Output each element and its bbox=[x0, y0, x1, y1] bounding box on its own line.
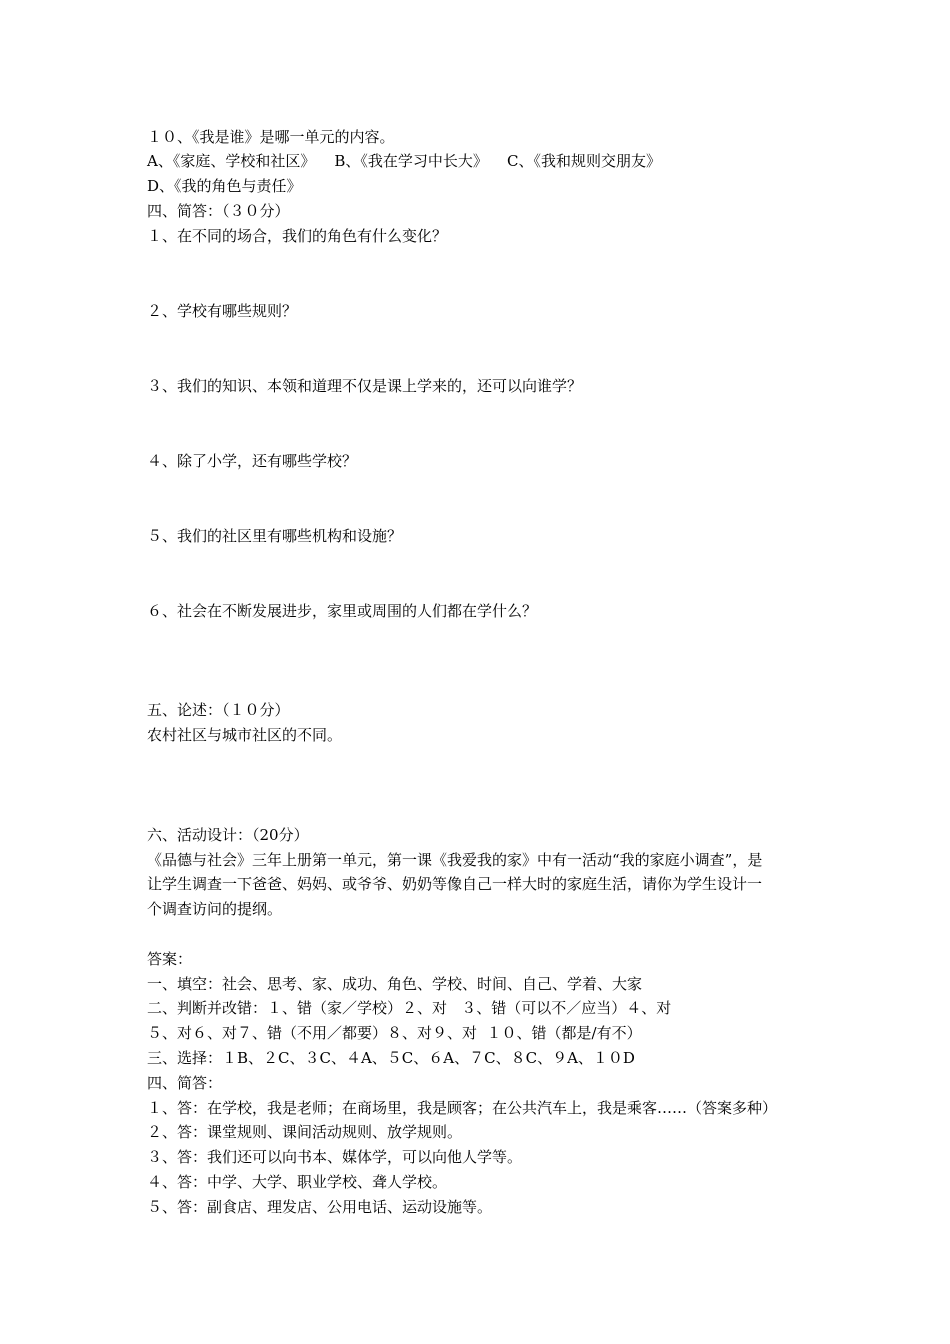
answer-line-short-answer-3: ３、答：我们还可以向书本、媒体学，可以向他人学等。 bbox=[147, 1148, 523, 1166]
activity-design-text-line-2: 让学生调查一下爸爸、妈妈、或爷爷、奶奶等像自己一样大时的家庭生活，请你为学生设计一 bbox=[147, 875, 763, 893]
section-5-heading: 五、论述：（１０分） bbox=[147, 701, 290, 719]
answer-line-fill-blank: 一、填空：社会、思考、家、成功、角色、学校、时间、自己、学着、大家 bbox=[147, 975, 643, 993]
answer-line-choice: 三、选择：１B、２C、３C、４A、５C、６A、７C、８C、９A、１０D bbox=[147, 1049, 635, 1067]
short-answer-question-4: ４、除了小学，还有哪些学校？ bbox=[147, 452, 358, 470]
short-answer-question-2: ２、学校有哪些规则？ bbox=[147, 302, 298, 320]
activity-design-text-line-3: 个调查访问的提纲。 bbox=[147, 900, 283, 918]
section-6-heading: 六、活动设计：（20分） bbox=[147, 826, 309, 844]
short-answer-question-3: ３、我们的知识、本领和道理不仅是课上学来的，还可以向谁学？ bbox=[147, 377, 583, 395]
answer-line-true-false-2: ５、对６、对７、错（不用／都要）８、对９、对 １０、错（都是/有不） bbox=[147, 1024, 642, 1042]
short-answer-question-1: １、在不同的场合，我们的角色有什么变化？ bbox=[147, 227, 448, 245]
activity-design-text-line-1: 《品德与社会》三年上册第一单元，第一课《我爱我的家》中有一活动“我的家庭小调查”，是 bbox=[147, 851, 763, 869]
essay-question: 农村社区与城市社区的不同。 bbox=[147, 726, 343, 744]
answer-line-short-answer-4: ４、答：中学、大学、职业学校、聋人学校。 bbox=[147, 1173, 448, 1191]
short-answer-question-6: ６、社会在不断发展进步，家里或周围的人们都在学什么？ bbox=[147, 602, 538, 620]
question-10-stem: １０、《我是谁》是哪一单元的内容。 bbox=[147, 128, 395, 146]
answer-line-true-false-1: 二、判断并改错：１、错（家／学校）２、对 ３、错（可以不／应当）４、对 bbox=[147, 999, 672, 1017]
answer-line-short-answer-heading: 四、简答： bbox=[147, 1074, 223, 1092]
answer-line-short-answer-1: １、答：在学校，我是老师；在商场里，我是顾客；在公共汽车上，我是乘客……（答案多种） bbox=[147, 1099, 778, 1117]
section-4-heading: 四、简答：（３０分） bbox=[147, 202, 290, 220]
answers-heading: 答案： bbox=[147, 950, 193, 968]
answer-line-short-answer-5: ５、答：副食店、理发店、公用电话、运动设施等。 bbox=[147, 1198, 493, 1216]
question-10-options-line-1: A、《家庭、学校和社区》 B、《我在学习中长大》 C、《我和规则交朋友》 bbox=[147, 152, 661, 170]
answer-line-short-answer-2: ２、答：课堂规则、课间活动规则、放学规则。 bbox=[147, 1123, 463, 1141]
short-answer-question-5: ５、我们的社区里有哪些机构和设施？ bbox=[147, 527, 403, 545]
question-10-options-line-2: D、《我的角色与责任》 bbox=[147, 177, 302, 195]
